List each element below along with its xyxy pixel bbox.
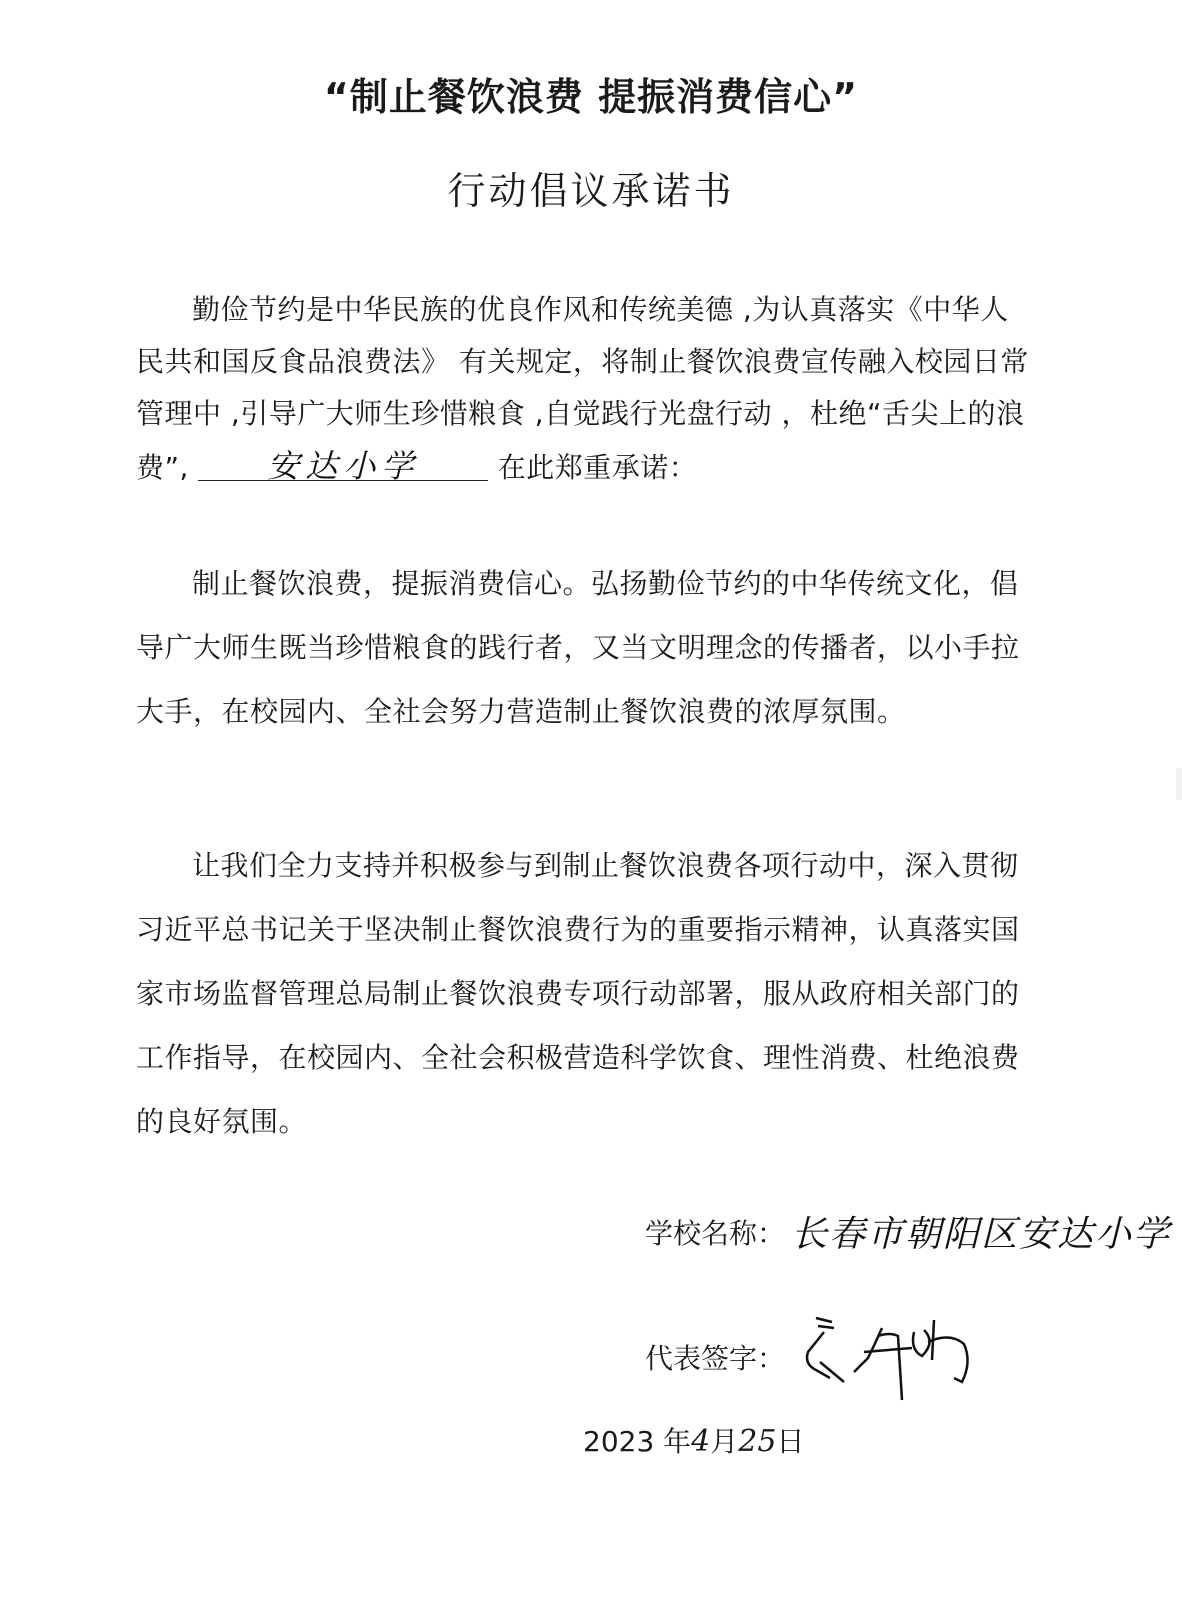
representative-label: 代表签字： (645, 1342, 786, 1375)
school-name-handwritten: 长春市朝阳区安达小学 (791, 1214, 1172, 1255)
date (583, 1420, 804, 1460)
paragraph-3: 让我们全力支持并积极参与到制止餐饮浪费各项行动中，深入贯彻习近平总书记关于坚决制止餐饮浪费行为的重要指示精神，认真落实国家市场监督管理总局制止餐饮浪费专项行动部署，服从政府相关部门的工作指导，在校园内、全社会积极营造科学饮食、理性消费、杜绝浪费的良好氛围。 (136, 849, 1020, 1138)
title-line-2: 行动倡议承诺书 (447, 169, 735, 213)
handwritten-school-short: 安达小学 (267, 447, 420, 485)
date-day-suffix: 日 (776, 1425, 805, 1458)
representative-row (645, 1312, 984, 1402)
date-year-suffix: 年 (654, 1425, 692, 1458)
school-name-row (645, 1206, 1171, 1257)
date-day-handwritten: 25 (738, 1424, 777, 1459)
paragraph-1-text: 勤俭节约是中华民族的优良作风和传统美德 ,为认真落实《中华人民共和国反食品浪费法》 有关规定，将制止餐饮浪费宣传融入校园日常管理中 ,引导广大师生珍惜粮食 ,自觉践行光盘行动 ，杜绝“舌尖上的浪费”, (136, 293, 1029, 484)
date-month-suffix: 月 (710, 1425, 739, 1458)
date-month-handwritten: 4 (691, 1424, 711, 1459)
paragraph-1 (136, 284, 1036, 494)
paragraph-2: 制止餐饮浪费，提振消费信心。弘扬勤俭节约的中华传统文化，倡导广大师生既当珍惜粮食的践行者，又当文明理念的传播者，以小手拉大手，在校园内、全社会努力营造制止餐饮浪费的浓厚氛围。 (136, 567, 1020, 728)
date-year: 2023 (583, 1425, 655, 1458)
title-line-1: “制止餐饮浪费 提振消费信心” (323, 75, 859, 119)
school-name-label: 学校名称： (645, 1216, 786, 1250)
paragraph-1-ending: 在此郑重承诺： (497, 451, 698, 484)
scan-edge-mark (1176, 768, 1182, 800)
signature-scribble-icon (794, 1312, 984, 1402)
fill-in-blank (198, 440, 488, 485)
